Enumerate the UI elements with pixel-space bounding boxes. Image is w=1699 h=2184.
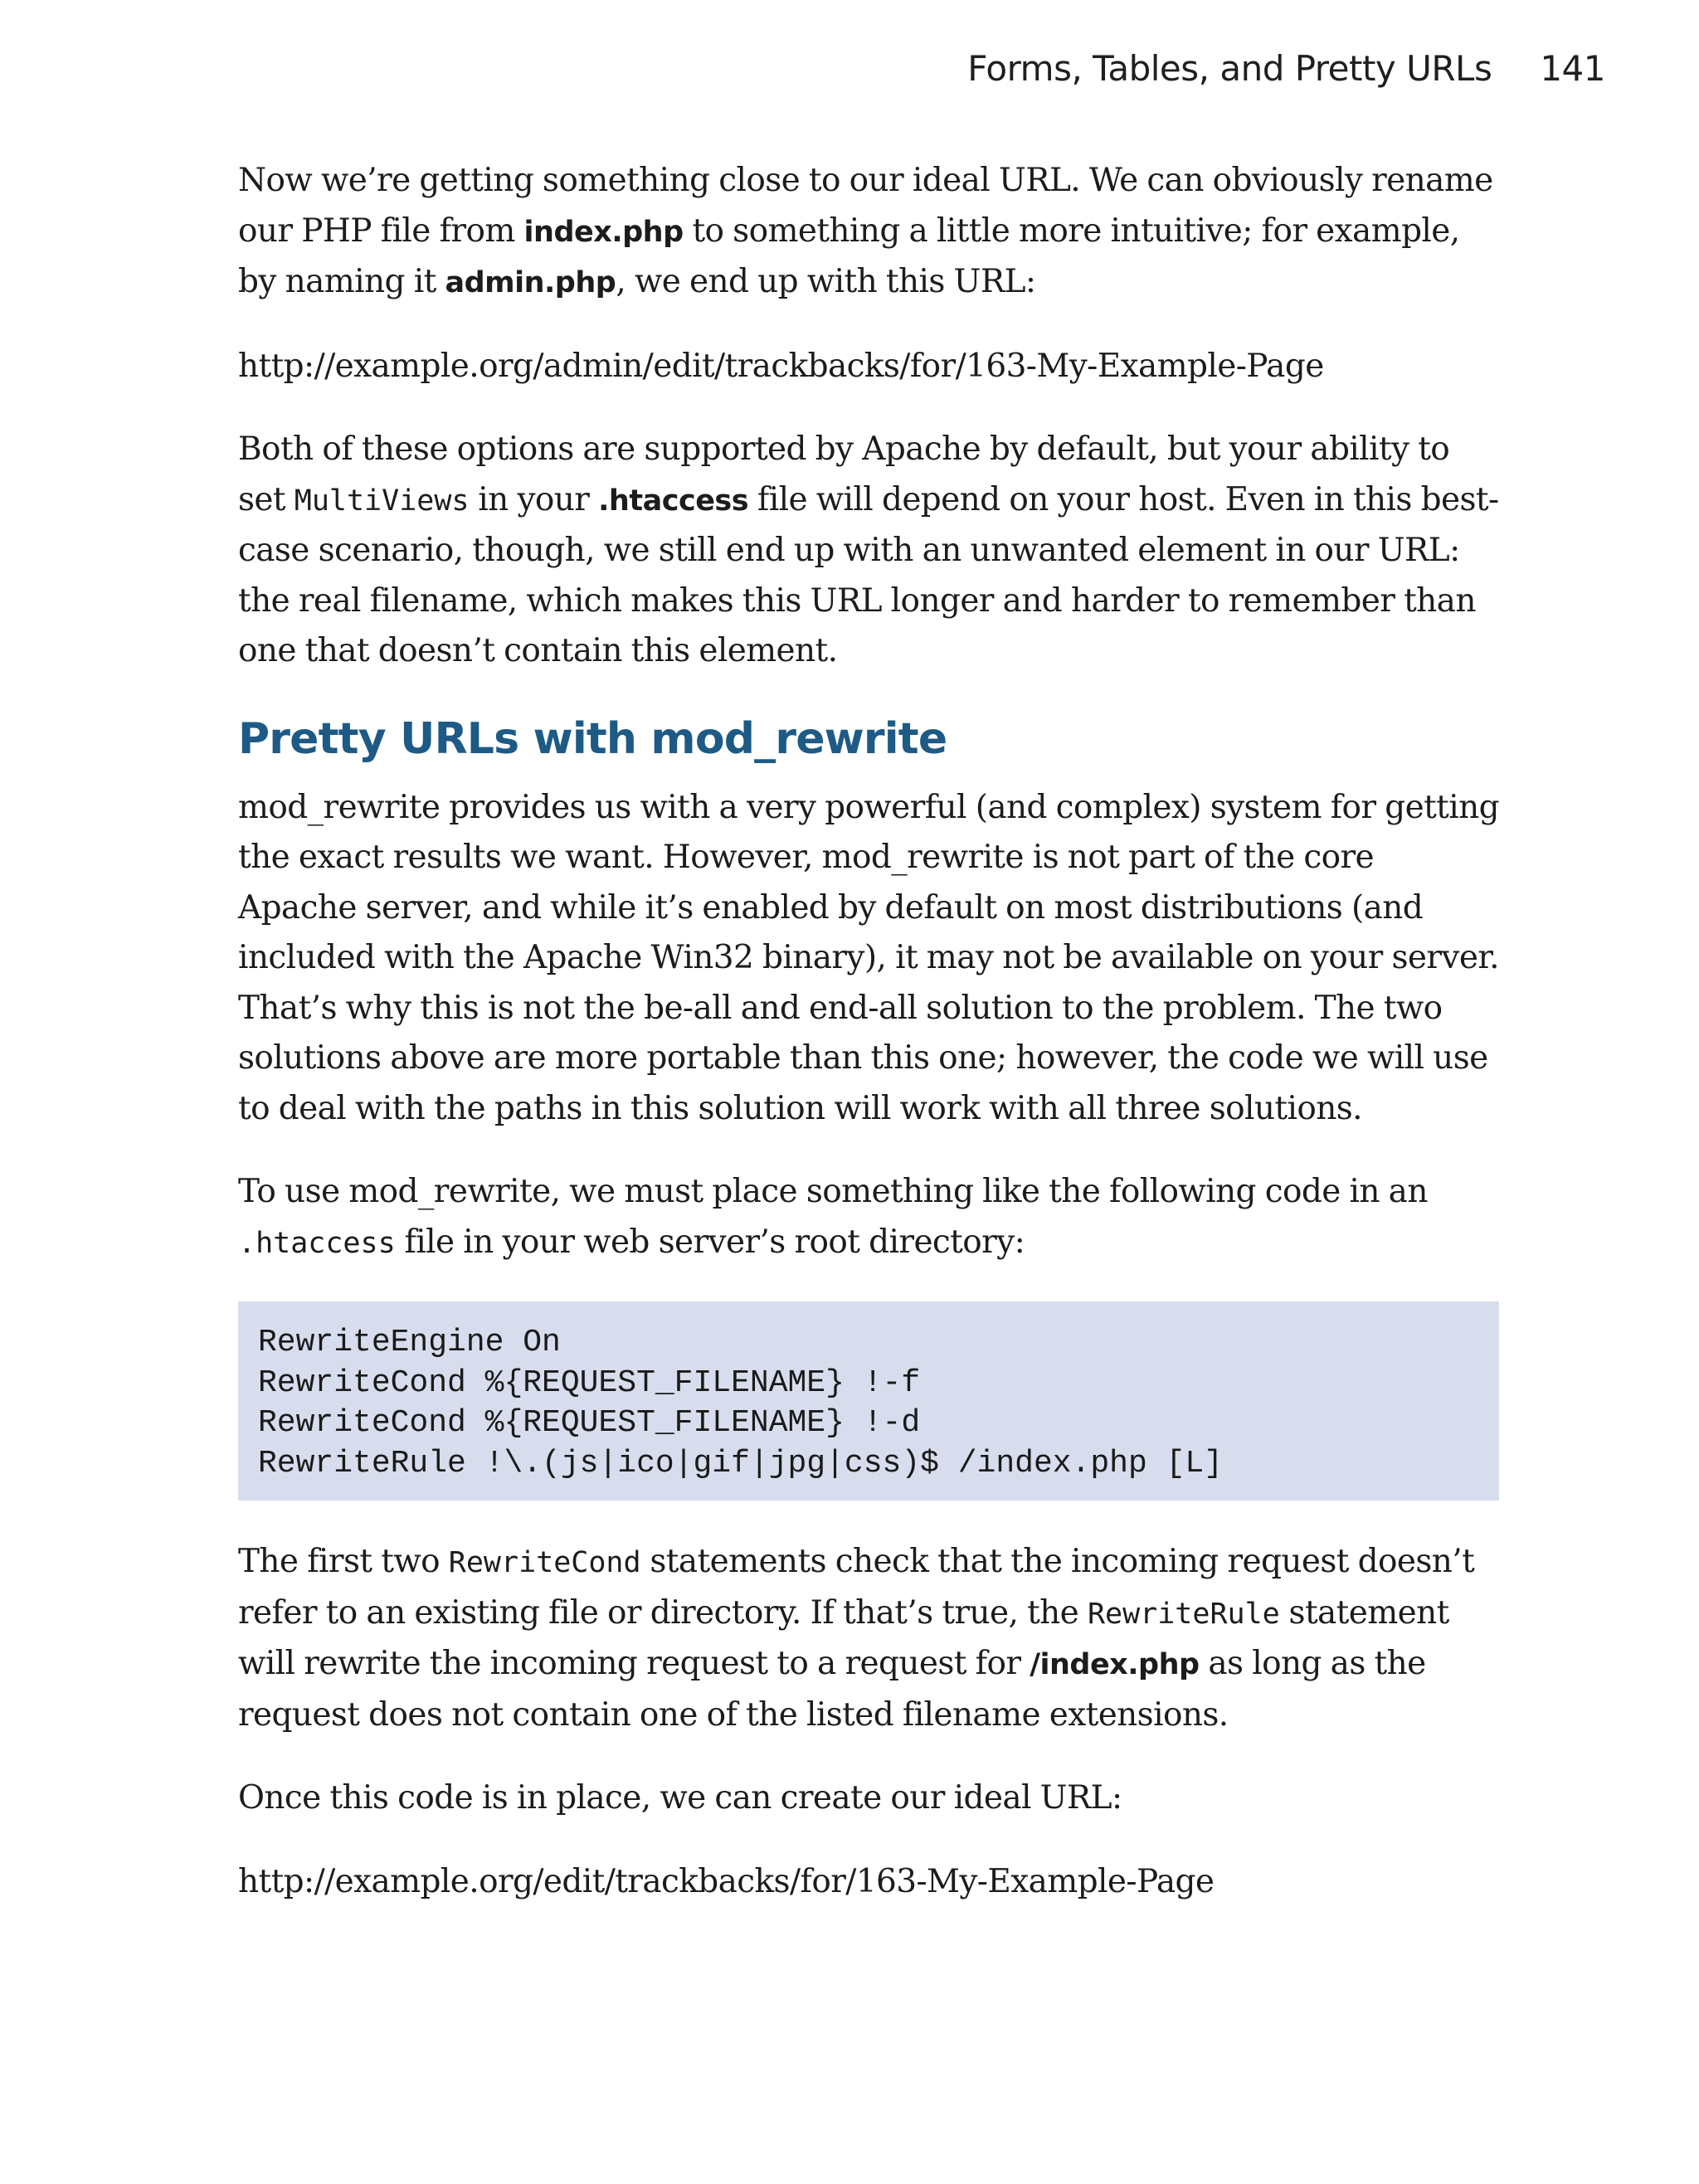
paragraph-rewrite-explanation [238, 1537, 1499, 1740]
text-run: , we end up with this URL: [616, 263, 1036, 300]
text-run: file will depend on your host. Even in this best-case scenario, though, we still end up with an unwanted element in our URL: the real filename, which makes this URL longer and harder to remember than one that doesn’t contain this element. [238, 480, 1499, 669]
paragraph-apache-options [238, 425, 1499, 677]
page-content [238, 156, 1499, 1940]
running-head [967, 48, 1605, 89]
filename-admin-php: admin.php [445, 266, 616, 299]
text-run: The first two [238, 1543, 449, 1580]
page-number: 141 [1540, 48, 1605, 89]
text-run: statement will rewrite the incoming request to a request for [238, 1593, 1449, 1682]
example-url-pretty: http://example.org/edit/trackbacks/for/163-My-Example-Page [238, 1862, 1215, 1900]
code-line: RewriteRule !\.(js|ico|gif|jpg|css)$ /index.php [L] [258, 1445, 1223, 1481]
text-run: as long as the request does not contain one of the listed filename extensions. [238, 1645, 1426, 1734]
code-htaccess: .htaccess [238, 1226, 396, 1260]
text-run: file in your web server’s root directory: [395, 1223, 1025, 1261]
filename-index-php: index.php [523, 215, 684, 249]
paragraph-ideal-url [238, 156, 1499, 309]
filename-htaccess: .htaccess [598, 484, 749, 518]
text-run: statements check that the incoming request doesn’t refer to an existing file or directory. If that’s true, the [238, 1543, 1475, 1632]
example-url-admin: http://example.org/admin/edit/trackbacks/for/163-My-Example-Page [238, 347, 1324, 385]
text-run: to something a little more intuitive; for example, by naming it [238, 212, 1460, 300]
text-run: in your [469, 480, 599, 518]
code-line: RewriteCond %{REQUEST_FILENAME} !-f [258, 1364, 921, 1401]
section-heading: Pretty URLs with mod_rewrite [238, 713, 947, 764]
paragraph-ideal-url-intro: Once this code is in place, we can create our ideal URL: [238, 1779, 1122, 1817]
text-run: Both of these options are supported by Apache by default, but your ability to set [238, 430, 1450, 518]
paragraph-htaccess-instructions [238, 1167, 1499, 1268]
code-line: RewriteCond %{REQUEST_FILENAME} !-d [258, 1405, 921, 1441]
code-listing [238, 1301, 1499, 1501]
paragraph-mod-rewrite-intro: mod_rewrite provides us with a very powerful (and complex) system for getting the exact results we want. However, mod_rewrite is not part of the core Apache server, and while it’s enabled by default on most distributions (and included with the Apache Win32 binary), it may not be available on your server. That’s why this is not the be-all and end-all solution to the problem. The two solutions above are more portable than this one; however, the code we will use to deal with the paths in this solution will work with all three solutions. [238, 788, 1499, 1127]
text-run: Now we’re getting something close to our ideal URL. We can obviously rename our PHP file from [238, 162, 1493, 250]
code-rewritecond: RewriteCond [448, 1546, 641, 1579]
code-line: RewriteEngine On [258, 1325, 561, 1360]
text-run: To use mod_rewrite, we must place something like the following code in an [238, 1173, 1428, 1210]
code-rewriterule: RewriteRule [1087, 1597, 1280, 1631]
chapter-title: Forms, Tables, and Pretty URLs [967, 48, 1492, 89]
code-multiviews: MultiViews [294, 484, 470, 518]
filename-index-php-path: /index.php [1030, 1648, 1200, 1681]
